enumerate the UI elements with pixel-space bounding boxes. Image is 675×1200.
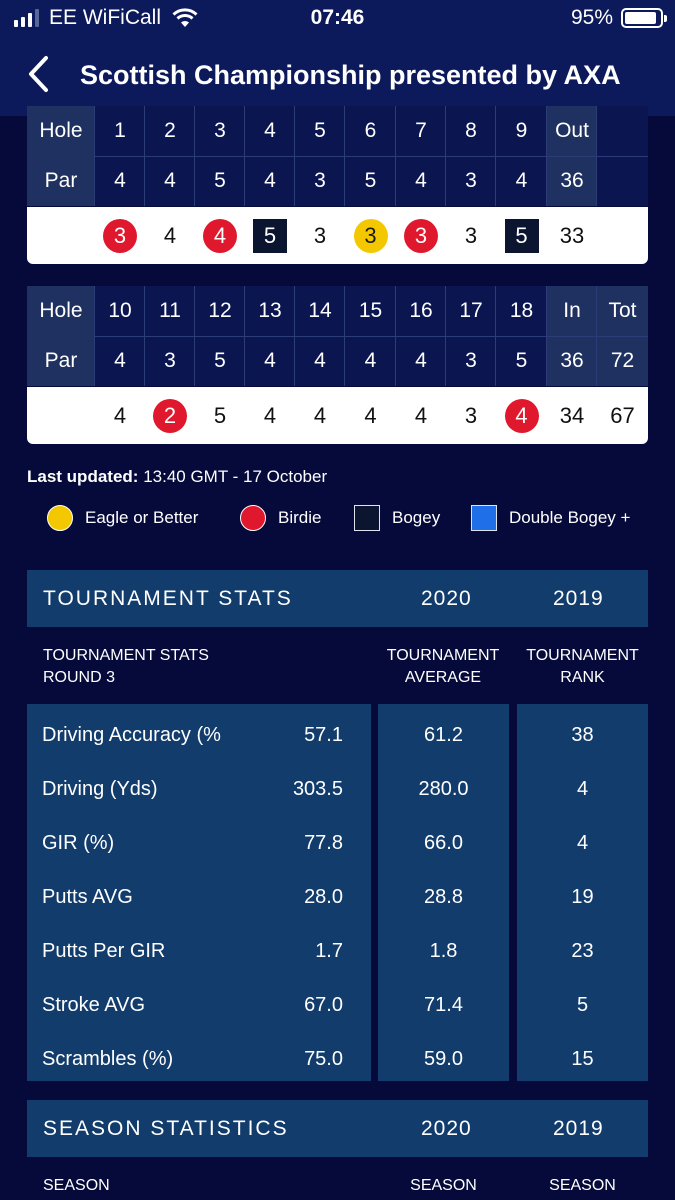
stat-round-value: 28.0	[304, 885, 343, 908]
tournament-stats-header	[27, 570, 648, 627]
score-sum: 34	[559, 402, 585, 428]
hole-row-total	[597, 106, 648, 156]
hole-row-cell: 13	[245, 286, 295, 336]
score-birdie: 4	[203, 219, 237, 253]
last-updated	[27, 467, 327, 487]
back-nine-scorecard	[27, 286, 648, 444]
double-bogey-symbol-icon	[471, 505, 497, 531]
tournament-stats-title: TOURNAMENT STATS	[43, 587, 293, 610]
hole-row-cell: 12	[195, 286, 245, 336]
stat-rank-value: 4	[576, 831, 589, 854]
score-cell	[95, 207, 145, 264]
stat-rank-value: 38	[571, 723, 594, 746]
battery-percent: 95%	[570, 6, 613, 29]
score-cell	[145, 207, 195, 264]
score-par: 4	[414, 402, 428, 428]
score-cell	[295, 387, 345, 444]
season-stats-title: SEASON STATISTICS	[43, 1117, 289, 1140]
score-total: 67	[610, 402, 635, 428]
grid-line	[95, 156, 648, 157]
par-row	[27, 336, 648, 386]
hole-row-cell: 17	[446, 286, 496, 336]
bogey-symbol-icon	[354, 505, 380, 531]
stat-average-value: 66.0	[424, 831, 463, 854]
season-subheading-left: SEASON	[43, 1177, 110, 1194]
par-row-cell: 4	[95, 336, 145, 386]
app-header	[0, 38, 675, 116]
hole-row-label: Hole	[27, 286, 95, 336]
stat-label: Putts Per GIR	[42, 939, 166, 962]
score-cell	[446, 207, 496, 264]
legend-bogey: Bogey	[354, 505, 440, 531]
score-cell	[95, 387, 145, 444]
stat-average-value: 1.8	[429, 939, 458, 962]
par-row-cell: 5	[496, 336, 547, 386]
par-row-cell: 4	[245, 156, 295, 206]
par-row-total	[597, 156, 648, 206]
season-year-2020: 2020	[421, 1117, 472, 1140]
score-par: 4	[364, 402, 377, 428]
hole-row-sum: Out	[547, 106, 597, 156]
stat-rank-value: 5	[576, 993, 589, 1016]
score-birdie: 3	[103, 219, 137, 253]
par-row-sum: 36	[547, 336, 597, 386]
hole-row-cell: 14	[295, 286, 345, 336]
score-cell	[345, 207, 396, 264]
page-title: Scottish Championship presented by AXA	[80, 60, 621, 90]
hole-row-cell: 16	[396, 286, 446, 336]
stat-average-value: 28.8	[424, 885, 463, 908]
legend-birdie: Birdie	[240, 505, 321, 531]
hole-row-cell: 7	[396, 106, 446, 156]
score-bogey: 5	[505, 219, 539, 253]
front-nine-scorecard	[27, 106, 648, 264]
par-row-cell: 5	[195, 336, 245, 386]
hole-row-cell: 4	[245, 106, 295, 156]
stat-label: Driving Accuracy (%	[42, 723, 221, 746]
hole-row-cell: 10	[95, 286, 145, 336]
hole-row	[27, 106, 648, 156]
battery-icon	[621, 8, 663, 28]
score-cell	[245, 207, 295, 264]
stat-label: Stroke AVG	[42, 993, 146, 1016]
par-row-cell: 3	[295, 156, 345, 206]
birdie-symbol-icon	[240, 505, 266, 531]
season-year-2019: 2019	[553, 1117, 604, 1140]
hole-row-cell: 3	[195, 106, 245, 156]
stat-round-value: 77.8	[304, 831, 343, 854]
par-row-cell: 4	[345, 336, 396, 386]
carrier-name: EE WiFiCall	[49, 6, 162, 29]
score-par: 3	[464, 222, 478, 248]
tournament-year-2019: 2019	[553, 587, 604, 610]
par-row-cell: 4	[396, 156, 446, 206]
score-sum: 33	[559, 222, 585, 248]
stat-round-value: 75.0	[304, 1047, 343, 1070]
hole-row-sum: In	[547, 286, 597, 336]
hole-row-cell: 18	[496, 286, 547, 336]
score-par: 4	[313, 402, 327, 428]
rank-subheading: TOURNAMENT RANK	[526, 647, 639, 686]
back-icon[interactable]	[22, 52, 58, 96]
par-row-cell: 4	[145, 156, 195, 206]
stat-round-value: 1.7	[315, 939, 343, 962]
hole-row-cell: 11	[145, 286, 195, 336]
stat-rank-value: 23	[571, 939, 594, 962]
hole-row-label: Hole	[27, 106, 95, 156]
par-row-cell: 4	[295, 336, 345, 386]
score-cell	[345, 387, 396, 444]
grid-line	[95, 336, 648, 337]
score-cell	[496, 387, 547, 444]
par-row-cell: 5	[195, 156, 245, 206]
hole-row-cell: 5	[295, 106, 345, 156]
par-row-cell: 3	[446, 336, 496, 386]
par-row-label: Par	[27, 336, 95, 386]
score-par: 4	[263, 402, 277, 428]
clock: 07:46	[310, 6, 365, 29]
par-row-cell: 4	[245, 336, 295, 386]
stat-average-value: 61.2	[424, 723, 463, 746]
stat-round-value: 303.5	[292, 777, 343, 800]
par-row-label: Par	[27, 156, 95, 206]
stat-rank-value: 15	[571, 1047, 594, 1070]
par-row-cell: 4	[95, 156, 145, 206]
par-row-cell: 3	[446, 156, 496, 206]
average-subheading: TOURNAMENT AVERAGE	[386, 647, 500, 686]
season-stats-header	[27, 1100, 648, 1157]
hole-row-cell: 2	[145, 106, 195, 156]
stat-average-value: 59.0	[424, 1047, 463, 1070]
season-subheading-right: SEASON	[549, 1177, 616, 1194]
stat-round-value: 67.0	[304, 993, 343, 1016]
score-birdie: 4	[505, 399, 539, 433]
par-row	[27, 156, 648, 206]
legend	[47, 505, 657, 537]
hole-row-cell: 9	[496, 106, 547, 156]
score-cell	[195, 207, 245, 264]
par-row-cell: 3	[145, 336, 195, 386]
score-row	[27, 207, 648, 264]
legend-double-bogey: Double Bogey +	[471, 505, 630, 531]
score-eagle: 3	[354, 219, 388, 253]
score-par: 3	[464, 402, 478, 428]
last-updated-value: 13:40 GMT - 17 October	[143, 467, 328, 486]
score-cell	[195, 387, 245, 444]
stat-round-value: 57.1	[304, 723, 343, 746]
status-bar	[0, 0, 675, 38]
score-cell	[396, 387, 446, 444]
score-birdie: 3	[404, 219, 438, 253]
score-bogey: 5	[253, 219, 287, 253]
stat-average-value: 280.0	[418, 777, 469, 800]
hole-row-cell: 1	[95, 106, 145, 156]
tournament-year-2020: 2020	[421, 587, 472, 610]
stat-label: Driving (Yds)	[42, 777, 158, 800]
score-par: 3	[313, 222, 327, 248]
stat-label: Scrambles (%)	[42, 1047, 174, 1070]
season-subheading-mid: SEASON	[410, 1177, 477, 1194]
hole-row	[27, 286, 648, 336]
hole-row-cell: 8	[446, 106, 496, 156]
score-cell	[446, 387, 496, 444]
stat-rank-value: 19	[571, 885, 594, 908]
par-row-sum: 36	[547, 156, 597, 206]
score-cell	[295, 207, 345, 264]
score-cell	[396, 207, 446, 264]
par-row-cell: 5	[345, 156, 396, 206]
stat-label: Putts AVG	[42, 885, 133, 908]
par-row-cell: 4	[396, 336, 446, 386]
score-cell	[145, 387, 195, 444]
legend-eagle: Eagle or Better	[47, 505, 198, 531]
stat-rank-value: 4	[576, 777, 589, 800]
score-par: 4	[163, 222, 177, 248]
score-cell	[245, 387, 295, 444]
par-row-cell: 4	[496, 156, 547, 206]
par-row-total: 72	[597, 336, 648, 386]
last-updated-label: Last updated:	[27, 467, 139, 486]
score-row	[27, 387, 648, 444]
score-cell	[496, 207, 547, 264]
score-par: 4	[113, 402, 127, 428]
round-subheading: TOURNAMENT STATS ROUND 3	[43, 647, 209, 686]
score-birdie: 2	[153, 399, 187, 433]
score-par: 5	[213, 402, 227, 428]
hole-row-cell: 15	[345, 286, 396, 336]
stat-average-value: 71.4	[424, 993, 463, 1016]
hole-row-total: Tot	[597, 286, 648, 336]
eagle-symbol-icon	[47, 505, 73, 531]
hole-row-cell: 6	[345, 106, 396, 156]
stat-label: GIR (%)	[42, 831, 115, 854]
